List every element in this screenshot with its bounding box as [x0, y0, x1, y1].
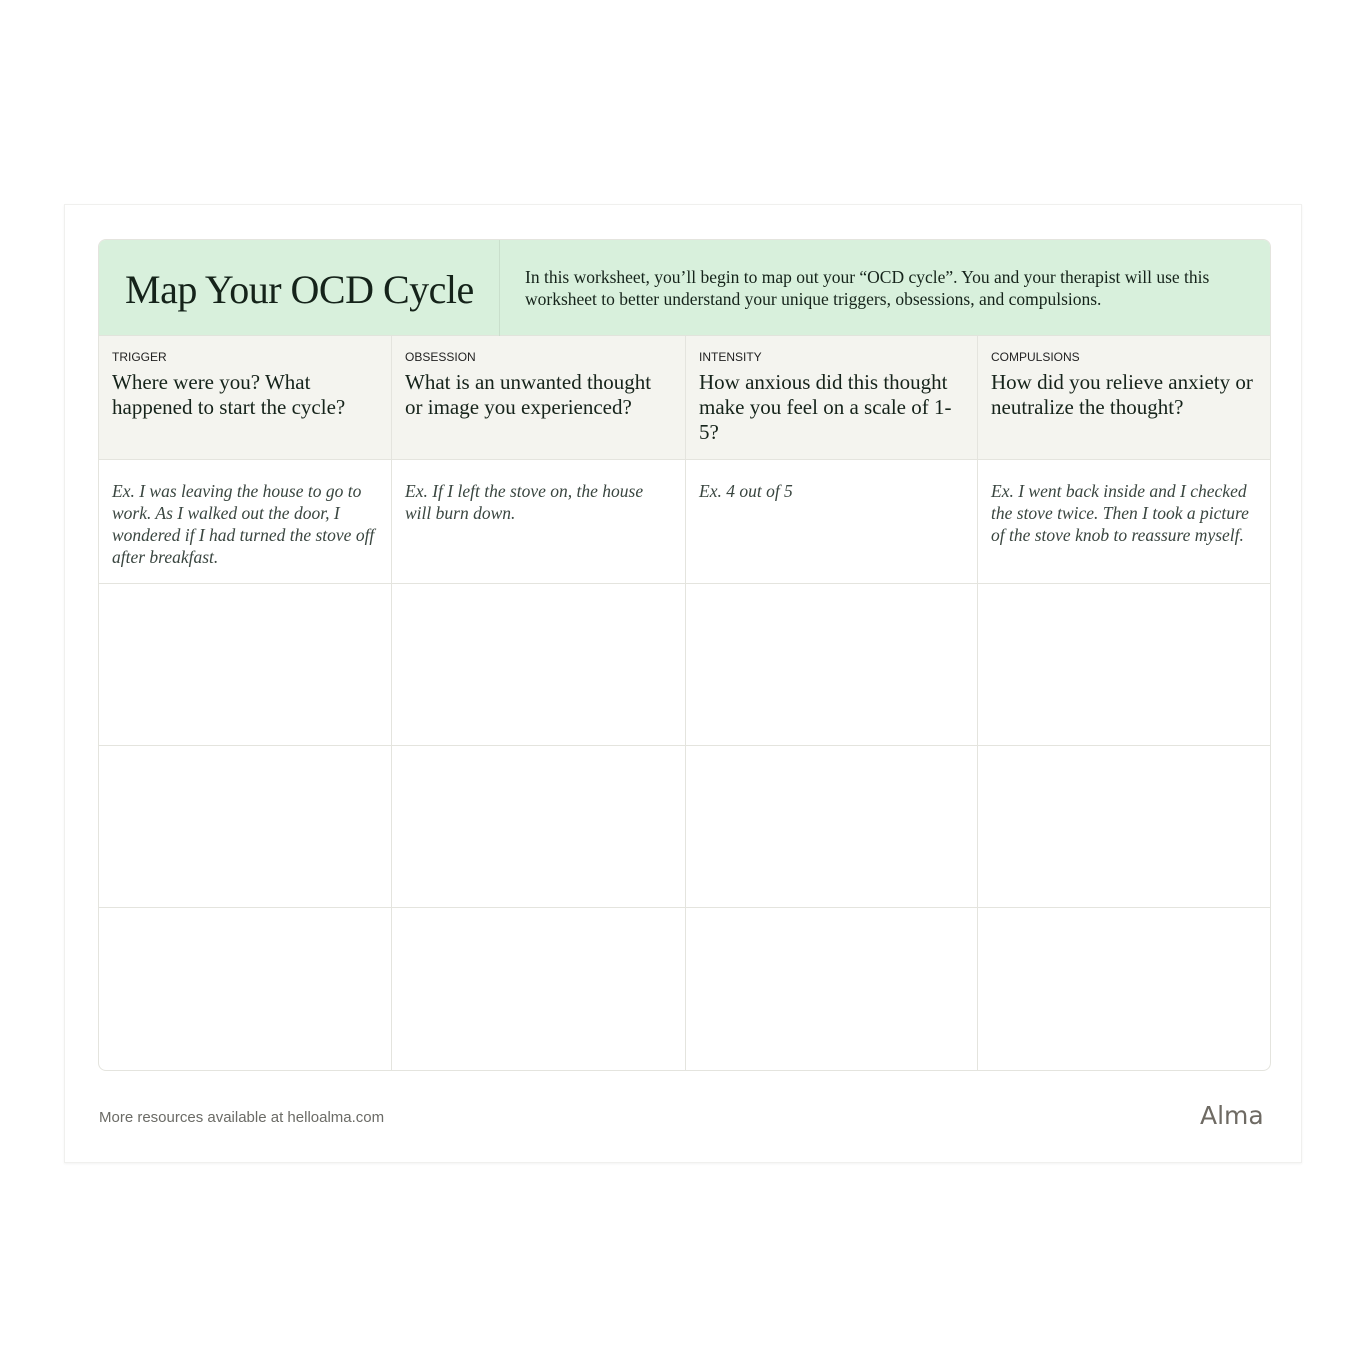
entry-cell[interactable] [99, 746, 391, 908]
column-question: How did you relieve anxiety or neutralize the thought? [991, 370, 1253, 419]
column-label: OBSESSION [405, 350, 476, 364]
entry-cell[interactable] [978, 746, 1271, 908]
worksheet-table [98, 239, 1271, 1071]
worksheet-header [99, 240, 1270, 336]
column-question: What is an unwanted thought or image you experienced? [405, 370, 652, 419]
example-cell: Ex. If I left the stove on, the house will burn down. [392, 460, 685, 584]
entry-cell[interactable] [978, 908, 1271, 1071]
column-trigger [99, 336, 392, 1070]
column-label: INTENSITY [699, 350, 762, 364]
entry-cell[interactable] [392, 908, 685, 1071]
column-question: How anxious did this thought make you feel on a scale of 1-5? [699, 370, 952, 444]
column-obsession [392, 336, 686, 1070]
example-cell: Ex. I went back inside and I checked the stove twice. Then I took a picture of the stove knob to reassure myself. [978, 460, 1271, 584]
entry-cell[interactable] [686, 908, 977, 1071]
example-cell: Ex. 4 out of 5 [686, 460, 977, 584]
column-compulsions [978, 336, 1271, 1070]
entry-cell[interactable] [392, 584, 685, 746]
header-divider [499, 240, 500, 336]
column-intensity [686, 336, 978, 1070]
column-label: COMPULSIONS [991, 350, 1080, 364]
entry-cell[interactable] [99, 908, 391, 1071]
entry-cell[interactable] [978, 584, 1271, 746]
footer-text: More resources available at helloalma.com [99, 1109, 385, 1126]
page-title: Map Your OCD Cycle [125, 267, 474, 312]
intro-text: In this worksheet, you’ll begin to map out your “OCD cycle”. You and your therapist will use this worksheet to better understand your unique triggers, obsessions, and compulsions. [525, 267, 1210, 309]
column-label: TRIGGER [112, 350, 167, 364]
entry-cell[interactable] [99, 584, 391, 746]
example-cell: Ex. I was leaving the house to go to work. As I walked out the door, I wondered if I had turned the stove off after breakfast. [99, 460, 391, 584]
entry-cell[interactable] [686, 746, 977, 908]
entry-cell[interactable] [686, 584, 977, 746]
column-question: Where were you? What happened to start the cycle? [112, 370, 346, 419]
alma-logo: Alma [1200, 1101, 1264, 1130]
entry-cell[interactable] [392, 746, 685, 908]
